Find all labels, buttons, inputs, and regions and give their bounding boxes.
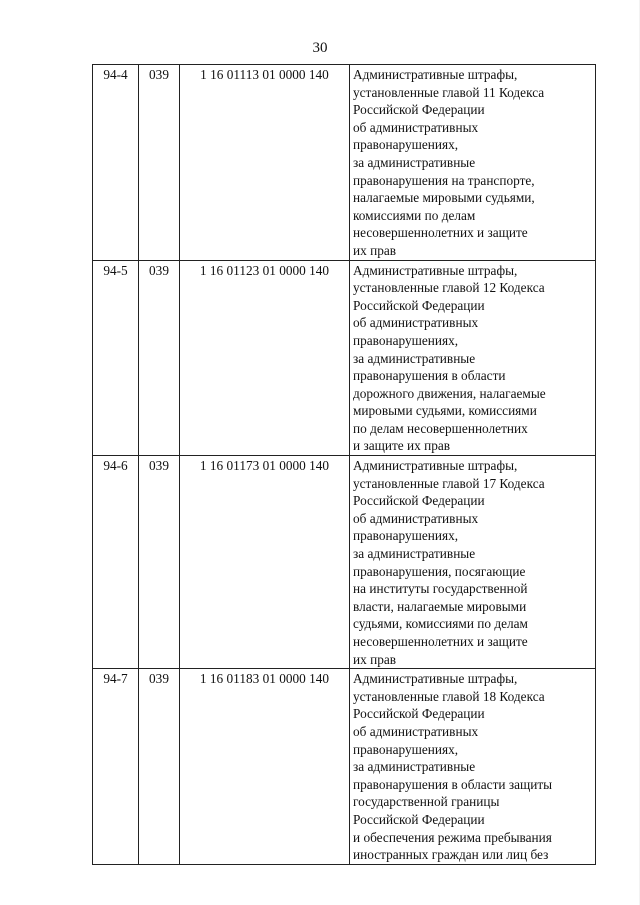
- description-line: комиссиями по делам: [353, 207, 476, 223]
- administrator-code-cell: 039: [139, 65, 180, 261]
- description-line: Административные штрафы,: [353, 671, 518, 687]
- administrator-code-cell: 039: [139, 669, 180, 865]
- row-number-cell: 94-4: [93, 65, 139, 261]
- description-line: Российской Федерации: [353, 297, 485, 313]
- row-number-cell: 94-7: [93, 669, 139, 865]
- description-line: за административные: [353, 154, 476, 170]
- description-line: об административных: [353, 510, 479, 526]
- description-line: и защите их прав: [353, 438, 451, 454]
- description-line: Административные штрафы,: [353, 67, 518, 82]
- description-line: Российской Федерации: [353, 102, 485, 118]
- description-line: за административные: [353, 759, 476, 775]
- description-line: правонарушения в области защиты: [353, 776, 553, 792]
- description-line: налагаемые мировыми судьями,: [353, 190, 535, 206]
- description-cell: [350, 669, 596, 865]
- description-line: правонарушения, посягающие: [353, 563, 526, 579]
- description-cell: [350, 456, 596, 669]
- description-line: установленные главой 11 Кодекса: [353, 84, 545, 100]
- row-number-cell: 94-5: [93, 260, 139, 456]
- description-line: правонарушениях,: [353, 528, 459, 544]
- page-number: 30: [312, 40, 328, 56]
- table-row: [93, 260, 596, 456]
- description-line: власти, налагаемые мировыми: [353, 598, 527, 614]
- description-line: установленные главой 12 Кодекса: [353, 280, 545, 296]
- description-line: мировыми судьями, комиссиями: [353, 403, 537, 419]
- description-line: Российской Федерации: [353, 493, 485, 509]
- description-line: их прав: [353, 651, 397, 667]
- description-line: об административных: [353, 723, 479, 739]
- row-number-cell: 94-6: [93, 456, 139, 669]
- description-line: правонарушения в области: [353, 368, 506, 384]
- description-line: Административные штрафы,: [353, 458, 518, 474]
- budget-code-cell: 1 16 01123 01 0000 140: [180, 260, 350, 456]
- description-cell: [350, 260, 596, 456]
- description-line: Российской Федерации: [353, 706, 485, 722]
- description-line: правонарушениях,: [353, 741, 459, 757]
- budget-code-cell: 1 16 01183 01 0000 140: [180, 669, 350, 865]
- description-line: несовершеннолетних и защите: [353, 225, 528, 241]
- administrator-code-cell: 039: [139, 456, 180, 669]
- description-line: государственной границы: [353, 794, 500, 810]
- description-line: Российской Федерации: [353, 811, 485, 827]
- description-line: правонарушениях,: [353, 137, 459, 153]
- description-line: за административные: [353, 350, 476, 366]
- budget-code-cell: 1 16 01113 01 0000 140: [180, 65, 350, 261]
- administrator-code-cell: 039: [139, 260, 180, 456]
- description-line: по делам несовершеннолетних: [353, 420, 528, 436]
- description-line: об административных: [353, 119, 479, 135]
- description-line: об административных: [353, 315, 479, 331]
- budget-classification-table: [92, 64, 596, 865]
- table-row: [93, 65, 596, 261]
- description-line: правонарушения на транспорте,: [353, 172, 535, 188]
- table-row: [93, 456, 596, 669]
- description-line: Административные штрафы,: [353, 262, 518, 278]
- description-line: несовершеннолетних и защите: [353, 634, 528, 649]
- description-line: и обеспечения режима пребывания: [353, 829, 552, 845]
- description-line: судьями, комиссиями по делам: [353, 616, 528, 632]
- description-line: за административные: [353, 546, 476, 562]
- table-row: [93, 669, 596, 865]
- description-line: иностранных граждан или лиц без: [353, 847, 549, 863]
- description-line: установленные главой 17 Кодекса: [353, 475, 545, 491]
- description-line: их прав: [353, 242, 397, 258]
- description-line: правонарушениях,: [353, 332, 459, 348]
- description-line: установленные главой 18 Кодекса: [353, 688, 545, 704]
- description-line: на институты государственной: [353, 581, 528, 597]
- description-cell: [350, 65, 596, 261]
- description-line: дорожного движения, налагаемые: [353, 385, 546, 401]
- budget-code-cell: 1 16 01173 01 0000 140: [180, 456, 350, 669]
